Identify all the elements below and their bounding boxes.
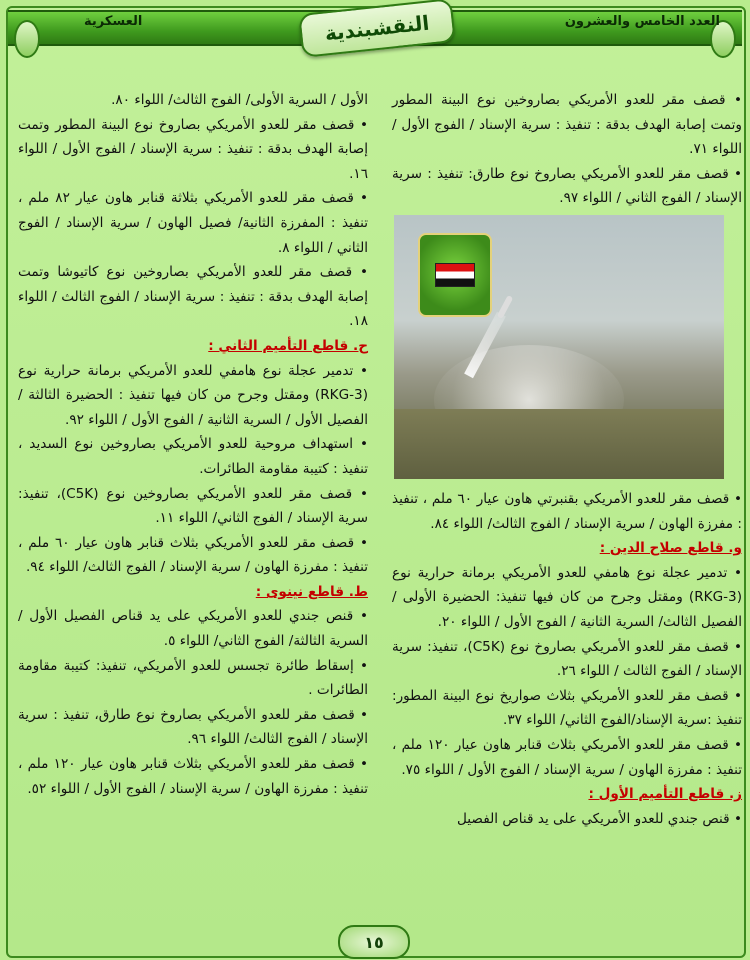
army-emblem-icon	[418, 233, 492, 317]
list-item: • قصف مقر للعدو الأمريكي بثلاثة قنابر هاون عيار ٨٢ ملم ، تنفيذ : المفرزة الثانية/ فصيل الهاون / سرية الإسناد / الفوج الثاني / اللواء ٨.	[18, 190, 368, 256]
section-heading: ز. قاطع التأميم الأول :	[588, 786, 742, 803]
list-item: • قصف مقر للعدو الأمريكي بصاروخين نوع كاتيوشا وتمت إصابة الهدف بدقة : تنفيذ : سرية الإسناد / الفوج الثالث / اللواء ١٨.	[18, 264, 368, 330]
flag-icon	[435, 263, 475, 287]
list-item: • قصف مقر للعدو الأمريكي بصاروخين نوع (C5K)، تنفيذ: سرية الإسناد / الفوج الثاني/ اللواء ١١.	[18, 485, 369, 527]
list-item: • قصف مقر للعدو الأمريكي بثلاث قنابر هاون عيار ٦٠ ملم ، تنفيذ : مفرزة الهاون / سرية الإسناد / الفوج الثالث/ اللواء ٩٤.	[18, 534, 368, 576]
section-heading: و. قاطع صلاح الدين :	[599, 540, 742, 557]
page-number: ١٥	[364, 932, 384, 952]
list-item: • قصف مقر للعدو الأمريكي بقنبرتي هاون عيار ٦٠ ملم ، تنفيذ : مفرزة الهاون / سرية الإسناد / الفوج الثالث/ اللواء ٨٤.	[392, 491, 742, 532]
list-item: • قصف مقر للعدو الأمريكي بصاروخ نوع البينة المطور وتمت إصابة الهدف بدقة : تنفيذ : سرية الإسناد / الفوج الأول / اللواء ١٦.	[18, 116, 368, 182]
list-item: • قصف مقر للعدو الأمريكي بصاروخين نوع البينة المطور وتمت إصابة الهدف بدقة : تنفيذ : سرية الإسناد / الفوج الأول / اللواء ٧١.	[392, 92, 742, 158]
left-column	[18, 88, 368, 801]
list-item: • قصف مقر للعدو الأمريكي بثلاث صواريخ نوع البينة المطور: تنفيذ :سرية الإسناد/الفوج الثاني/ اللواء ٣٧.	[392, 687, 742, 729]
issue-label: العدد الخامس والعشرون	[564, 14, 720, 29]
list-item: • قصف مقر للعدو الأمريكي بثلاث قنابر هاون عيار ١٢٠ ملم ، تنفيذ : مفرزة الهاون / سرية الإسناد / الفوج الأول / اللواء ٥٢.	[18, 756, 368, 797]
ground	[394, 409, 724, 479]
section-heading: ح. قاطع التأميم الثاني :	[208, 337, 368, 354]
list-item: • قصف مقر للعدو الأمريكي بثلاث قنابر هاون عيار ١٢٠ ملم ، تنفيذ : مفرزة الهاون / سرية الإسناد / الفوج الأول / اللواء ٧٥.	[392, 736, 742, 778]
list-item: • قصف مقر للعدو الأمريكي بصاروخ نوع طارق، تنفيذ : سرية الإسناد / الفوج الثالث/ اللواء ٩٦.	[18, 706, 368, 748]
list-item: • قنص جندي للعدو الأمريكي على يد قناص الفصيل الأول / السرية الثالثة/ الفوج الثاني/ اللواء ٥.	[18, 608, 368, 650]
list-item: • استهداف مروحية للعدو الأمريكي بصاروخين نوع السديد ، تنفيذ : كتيبة مقاومة الطائرات.	[18, 436, 368, 477]
list-item: • تدمير عجلة نوع هامفي للعدو الأمريكي برمانة حرارية نوع (RKG-3) ومقتل وجرح من كان فيها تنفيذ: الحضيرة الأولى / الفصيل الثالث/ السرية الثانية / الفوج الأول / اللواء ٢٠.	[392, 564, 742, 630]
list-item: • قنص جندي للعدو الأمريكي على يد قناص الفصيل	[457, 810, 742, 827]
section-heading: ط. قاطع نينوى :	[255, 583, 368, 600]
rocket-launch-photo	[394, 215, 724, 479]
right-column-top	[392, 88, 742, 211]
ribbon-curl-left-icon	[14, 20, 40, 58]
right-column-bottom	[392, 487, 742, 831]
list-item: • قصف مقر للعدو الأمريكي بصاروخ نوع (C5K)، تنفيذ: سرية الإسناد / الفوج الثالث / اللواء ٢٦.	[392, 638, 743, 680]
list-item: الأول / السرية الأولى/ الفوج الثالث/ اللواء ٨٠.	[111, 92, 368, 108]
list-item: • إسقاط طائرة تجسس للعدو الأمريكي، تنفيذ: كتيبة مقاومة الطائرات .	[18, 657, 368, 699]
section-title: النقشبندية	[323, 10, 431, 46]
category-label: العسكرية	[84, 14, 143, 29]
list-item: • تدمير عجلة نوع هامفي للعدو الأمريكي برمانة حرارية نوع (RKG-3) ومقتل وجرح من كان فيها تنفيذ : الحضيرة الثالثة / الفصيل الأول / السرية الثانية / الفوج الأول / اللواء ٩٢.	[18, 362, 368, 428]
list-item: • قصف مقر للعدو الأمريكي بصاروخ نوع طارق: تنفيذ : سرية الإسناد / الفوج الثاني / اللواء ٩٧.	[392, 165, 742, 207]
page-number-badge	[338, 925, 410, 959]
